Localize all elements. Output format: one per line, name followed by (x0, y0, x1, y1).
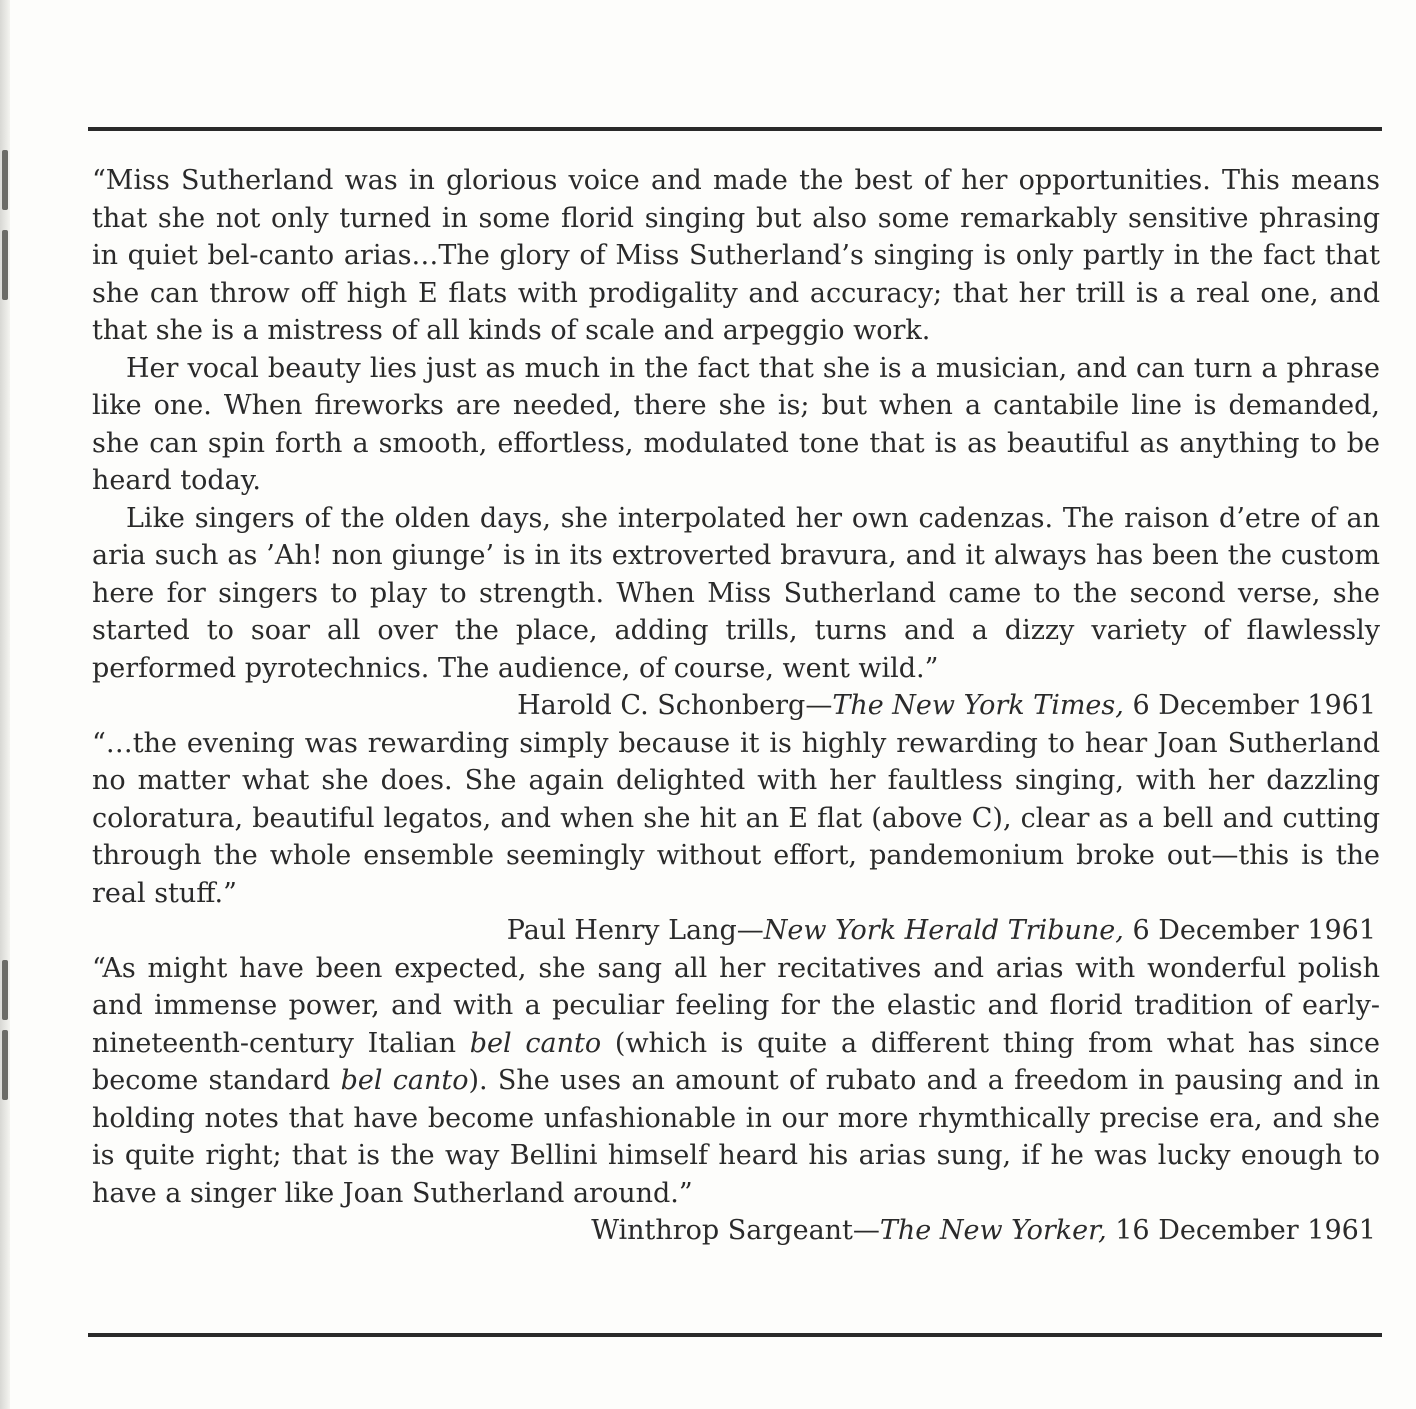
top-rule (88, 127, 1382, 131)
bottom-rule (88, 1333, 1382, 1337)
review-paragraph: Like singers of the olden days, she interpolated her own cadenzas. The raison d’etre of an aria such as ’Ah! non giunge’ is in its extroverted bravura, and it always has been the custom here for singers to play to strength. When Miss Sutherland came to the second verse, she started to soar all over the place, adding trills, turns and a dizzy variety of flawlessly performed pyrotechnics. The audience, of course, went wild.” (92, 502, 1380, 684)
review-paragraph: “Miss Sutherland was in glorious voice and made the best of her opportunities. This means that she not only turned in some florid singing but also some remarkably sensitive phrasing in quiet bel-canto arias…The glory of Miss Sutherland’s singing is only partly in the fact that she can throw off high E flats with prodigality and accuracy; that her trill is a real one, and that she is a mistress of all kinds of scale and arpeggio work. (92, 165, 1380, 346)
review-lang (92, 725, 1380, 913)
reviews-content (92, 162, 1380, 1250)
attribution-lang: Paul Henry Lang—New York Herald Tribune, 6 December 1961 (506, 915, 1376, 946)
staple-bottom (2, 1030, 8, 1100)
review-paragraph: “As might have been expected, she sang all her recitatives and arias with wonderful polish and immense power, and with a peculiar feeling for the elastic and florid tradition of early-nineteenth-century Italian bel canto (which is quite a different thing from what has since become standard bel canto). She uses an amount of rubato and a freedom in pausing and in holding notes that have become unfashionable in our more rhymthically precise era, and she is quite right; that is the way Bellini himself heard his arias sung, if he was lucky enough to have a singer like Joan Sutherland around.” (92, 952, 1381, 1209)
review-paragraph: “…the evening was rewarding simply because it is highly rewarding to hear Joan Sutherland no matter what she does. She again delighted with her faultless singing, with her dazzling coloratura, beautiful legatos, and when she hit an E flat (above C), clear as a bell and cutting through the whole ensemble seemingly without effort, pandemonium broke out—this is the real stuff.” (92, 727, 1380, 909)
page-binding (0, 0, 10, 1409)
review-schonberg (92, 162, 1380, 687)
review-paragraph: Her vocal beauty lies just as much in the fact that she is a musician, and can turn a phrase like one. When fireworks are needed, there she is; but when a cantabile line is demanded, she can spin forth a smooth, effortless, modulated tone that is as beautiful as anything to be heard today. (92, 352, 1380, 496)
staple-mid (2, 230, 8, 300)
attribution-sargeant: Winthrop Sargeant—The New Yorker, 16 December 1961 (591, 1215, 1376, 1246)
attribution-schonberg: Harold C. Schonberg—The New York Times, 6 December 1961 (517, 690, 1376, 721)
staple-lower (2, 960, 8, 1020)
review-sargeant (92, 950, 1380, 1213)
staple-top (2, 150, 8, 210)
